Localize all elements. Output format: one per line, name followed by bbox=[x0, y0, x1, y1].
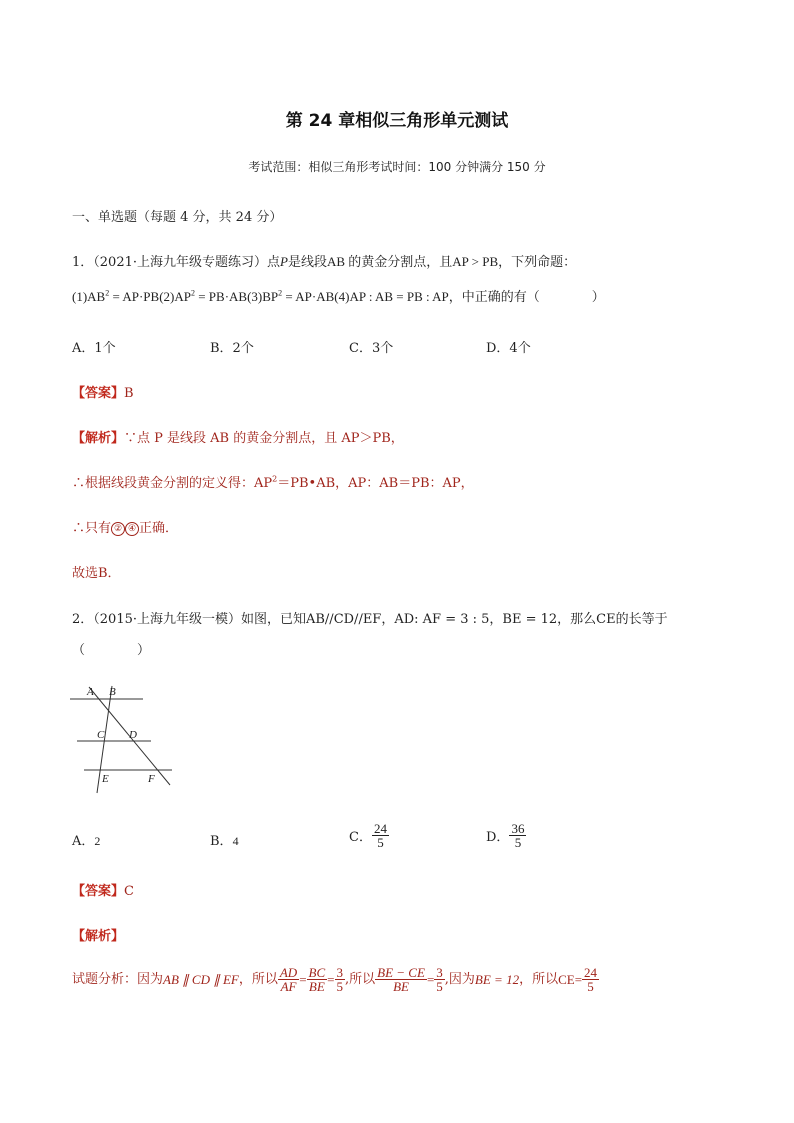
label-f: F bbox=[148, 773, 155, 785]
analysis-text: 正确． bbox=[139, 521, 179, 536]
option-label: B． bbox=[210, 834, 233, 849]
denominator: AF bbox=[280, 979, 297, 994]
q1-analysis-line-1 bbox=[72, 427, 404, 446]
fraction-ad-af bbox=[278, 966, 299, 993]
label-d: D bbox=[129, 729, 137, 741]
exp-text: 试题分析：因为 bbox=[72, 972, 164, 987]
numerator: 3 bbox=[436, 965, 443, 980]
circled-4: ④ bbox=[125, 522, 139, 536]
numerator: 24 bbox=[584, 965, 598, 980]
statement-1: (1)AB bbox=[72, 289, 106, 304]
fraction-bc-be bbox=[307, 966, 328, 993]
equals: = bbox=[299, 972, 307, 987]
fraction bbox=[372, 822, 389, 849]
exp-text: ,所以 bbox=[345, 972, 376, 987]
page-title: 第 24 章相似三角形单元测试 bbox=[285, 111, 509, 131]
option-label: A． bbox=[72, 834, 95, 849]
answer-tag: 【答案】 bbox=[72, 884, 125, 899]
sup: 2 bbox=[272, 474, 278, 484]
numerator: 24 bbox=[373, 821, 387, 836]
q2-explanation bbox=[72, 966, 599, 993]
question-1-statements bbox=[72, 286, 605, 305]
option-value: 4 bbox=[232, 834, 239, 848]
question-1-answer bbox=[72, 382, 134, 401]
exp-text: ，所以 bbox=[519, 972, 559, 987]
denominator: BE bbox=[393, 979, 409, 994]
option-b[interactable]: B．2个 bbox=[210, 341, 254, 356]
denominator: 5 bbox=[587, 979, 594, 994]
label-a: A bbox=[87, 686, 94, 698]
option-label: D． bbox=[486, 830, 510, 845]
answer-value: C bbox=[124, 884, 134, 899]
option-d[interactable] bbox=[486, 822, 526, 849]
option-label: C． bbox=[349, 830, 372, 845]
analysis-text: ∴根据线段黄金分割的定义得：AP bbox=[72, 476, 273, 491]
denominator: BE bbox=[308, 979, 325, 994]
denominator: 5 bbox=[514, 835, 522, 850]
option-value: 2 bbox=[94, 834, 101, 848]
q1-analysis-line-3 bbox=[72, 517, 178, 536]
label-b: B bbox=[109, 686, 116, 698]
exam-info: 考试范围：相似三角形考试时间：100 分钟满分 150 分 bbox=[248, 160, 546, 174]
question-2-options bbox=[72, 822, 722, 858]
q1-stem-rest: 是线段AB 的黄金分割点，且AP > PB，下列命题： bbox=[287, 254, 577, 269]
option-a[interactable]: A．1个 bbox=[72, 341, 116, 356]
label-e: E bbox=[102, 773, 109, 785]
analysis-text: ∵点 P 是线段 AB 的黄金分割点，且 AP＞PB， bbox=[124, 431, 404, 446]
answer-value: B bbox=[124, 386, 134, 401]
parallel-lines-figure bbox=[68, 682, 178, 797]
analysis-text: ∴只有 bbox=[72, 521, 112, 536]
q1-point-p: P bbox=[280, 254, 288, 269]
fraction-24-5 bbox=[582, 966, 599, 993]
q2-analysis-heading bbox=[72, 925, 124, 944]
q1-analysis-line-2 bbox=[72, 472, 474, 491]
option-c[interactable]: C．3个 bbox=[349, 341, 394, 356]
question-1-options bbox=[72, 337, 722, 355]
q1-analysis-line-4: 故选B． bbox=[72, 566, 121, 581]
sup: 2 bbox=[278, 288, 283, 298]
statement-3: (3)BP bbox=[247, 289, 279, 304]
denominator: 5 bbox=[377, 835, 384, 850]
statement-2: (2)AP bbox=[159, 289, 191, 304]
option-b[interactable] bbox=[210, 830, 239, 849]
equals: = bbox=[327, 972, 335, 987]
question-2-paren: （ ） bbox=[72, 643, 151, 658]
numerator: 36 bbox=[511, 821, 525, 836]
analysis-tag: 【解析】 bbox=[72, 431, 125, 446]
numerator: BE − CE bbox=[377, 965, 425, 980]
numerator: 3 bbox=[336, 965, 344, 980]
fraction-3-5 bbox=[335, 966, 346, 993]
statement-4: (4)AP : AB = PB : AP bbox=[334, 289, 449, 304]
denominator: 5 bbox=[336, 979, 344, 994]
option-a[interactable] bbox=[72, 830, 100, 849]
numerator: AD bbox=[279, 965, 298, 980]
answer-tag: 【答案】 bbox=[72, 386, 125, 401]
numerator: BC bbox=[308, 965, 326, 980]
exp-text: ，所以 bbox=[238, 972, 278, 987]
question-2-stem: 2．（2015·上海九年级一模）如图，已知AB//CD//EF，AD: AF = 3 : 5，BE = 12，那么CE的长等于 bbox=[72, 612, 668, 627]
analysis-text: ＝PB•AB，AP：AB＝PB：AP， bbox=[277, 476, 474, 491]
exp-text: ,因为 bbox=[444, 972, 475, 987]
equals: = bbox=[426, 972, 435, 987]
label-c: C bbox=[97, 729, 105, 741]
fraction-be-minus-ce bbox=[375, 966, 427, 993]
circled-2: ② bbox=[111, 522, 125, 536]
exp-math: CE= bbox=[558, 972, 583, 987]
statement-1-rhs: = AP·PB bbox=[109, 289, 160, 304]
question-1-stem bbox=[72, 251, 576, 270]
q1-source: 1．（2021·上海九年级专题练习）点 bbox=[72, 255, 280, 270]
statement-2-rhs: = PB·AB bbox=[194, 289, 248, 304]
section-heading: 一、单选题（每题 4 分，共 24 分） bbox=[72, 210, 283, 225]
statement-tail: ，中正确的有（ ） bbox=[448, 289, 605, 304]
analysis-tag: 【解析】 bbox=[72, 929, 125, 944]
exp-math: BE = 12 bbox=[474, 972, 520, 987]
exp-math: AB ∥ CD ∥ EF bbox=[163, 972, 239, 987]
denominator: 5 bbox=[436, 979, 443, 994]
option-d[interactable]: D．4个 bbox=[486, 341, 531, 356]
sup: 2 bbox=[105, 288, 110, 298]
question-2-answer bbox=[72, 880, 134, 899]
fraction bbox=[509, 822, 526, 849]
sup: 2 bbox=[190, 288, 195, 298]
option-c[interactable] bbox=[349, 822, 389, 849]
statement-3-rhs: = AP·AB bbox=[282, 289, 335, 304]
fraction-3-5 bbox=[434, 966, 445, 993]
